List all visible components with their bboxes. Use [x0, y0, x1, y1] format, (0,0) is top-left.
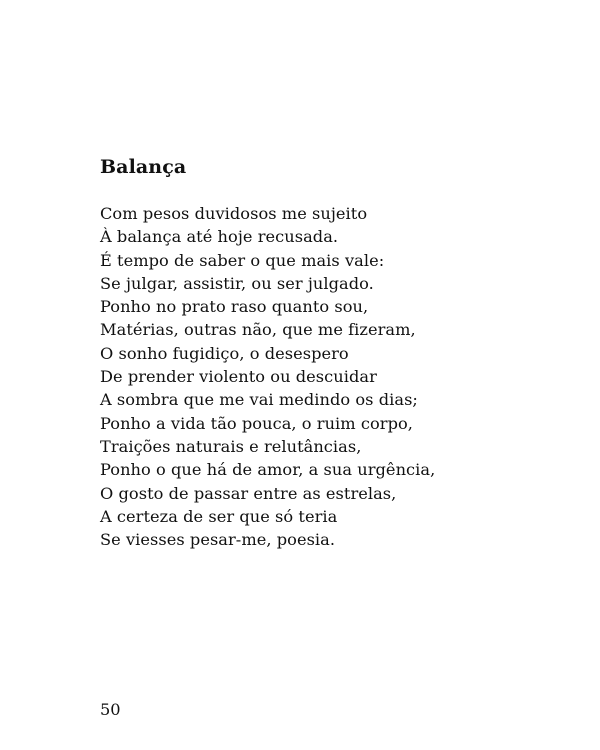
poem-line: Ponho o que há de amor, a sua urgência,: [100, 460, 436, 480]
poem-line: A certeza de ser que só teria: [100, 506, 338, 526]
poem-line: À balança até hoje recusada.: [100, 227, 339, 247]
poem-title: Balança: [100, 156, 187, 178]
poem-line: De prender violento ou descuidar: [100, 367, 377, 387]
poem-line: Se julgar, assistir, ou ser julgado.: [100, 273, 374, 293]
poem-line: Traições naturais e relutâncias,: [100, 436, 362, 456]
poem-line: É tempo de saber o que mais vale:: [100, 250, 385, 270]
poem-line: O sonho fugidiço, o desespero: [100, 343, 349, 363]
poem-line: Matérias, outras não, que me fizeram,: [100, 320, 416, 340]
page-number: 50: [100, 700, 121, 719]
poem-line: Ponho a vida tão pouca, o ruim corpo,: [100, 413, 413, 433]
poem-line: O gosto de passar entre as estrelas,: [100, 483, 397, 503]
poem-line: A sombra que me vai medindo os dias;: [100, 390, 418, 410]
poem-body: [100, 202, 435, 551]
poem-line: Com pesos duvidosos me sujeito: [100, 204, 368, 223]
poem-line: Se viesses pesar-me, poesia.: [100, 530, 336, 550]
poem-line: Ponho no prato raso quanto sou,: [100, 297, 369, 317]
